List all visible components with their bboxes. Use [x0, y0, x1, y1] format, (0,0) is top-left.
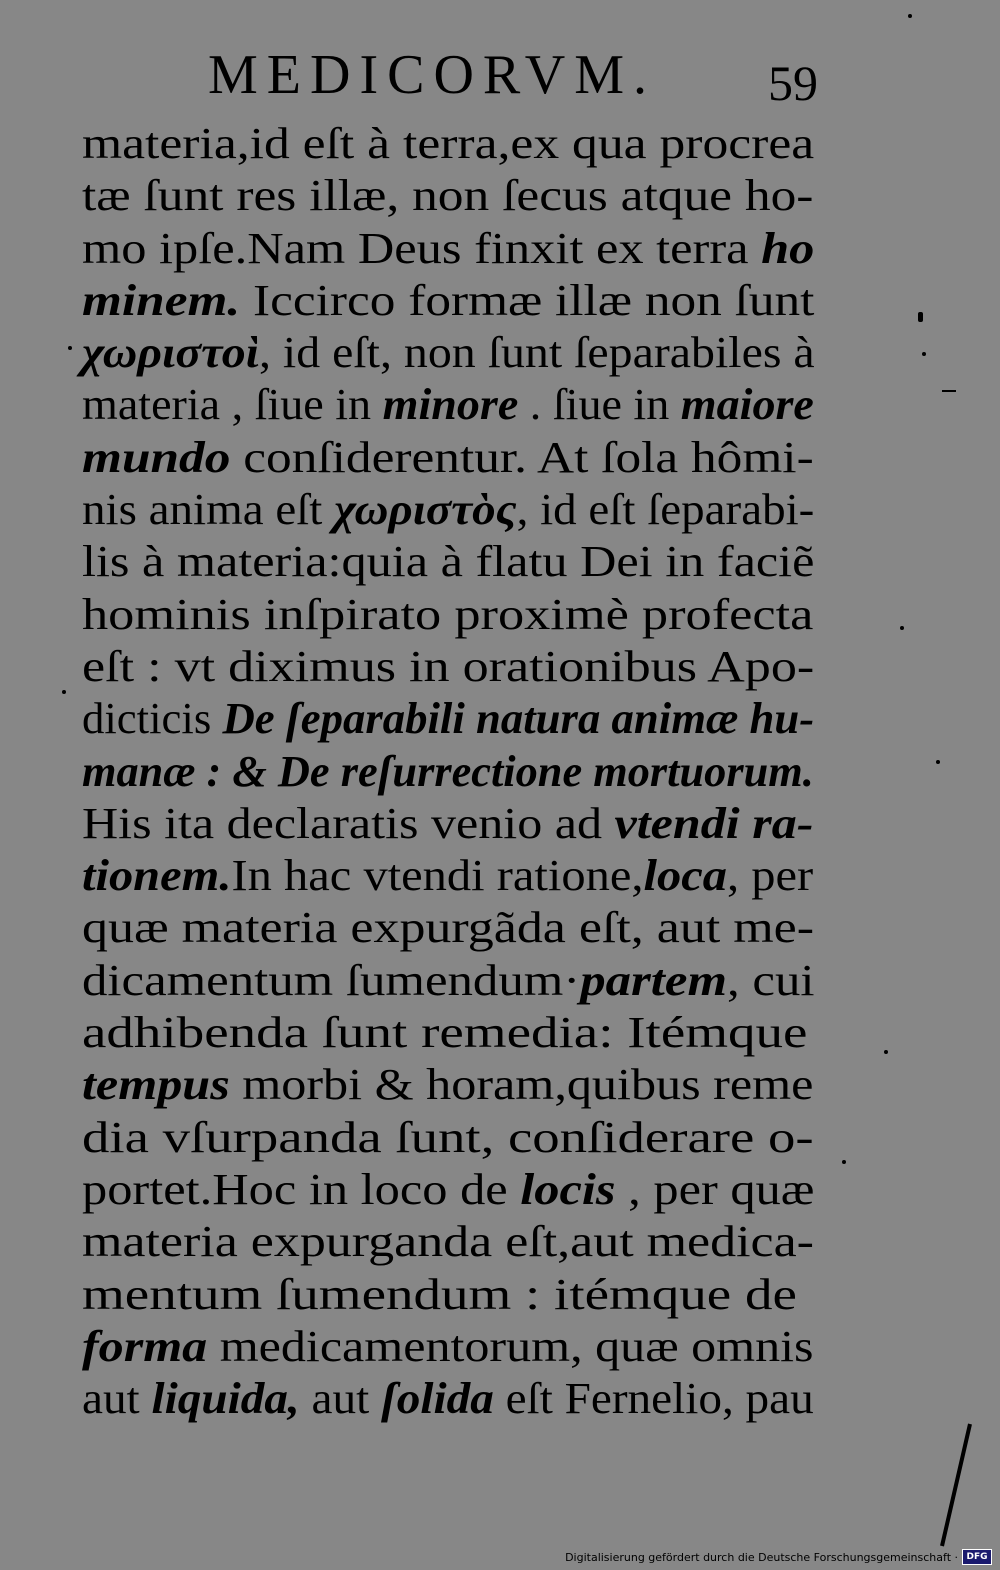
text-line-content: [82, 641, 814, 693]
stray-ink-dash: [942, 390, 956, 392]
body-text: [82, 118, 814, 1425]
text-run: materia,id eſt à terra,ex qua procrea: [82, 119, 815, 168]
italic-text-run: ſolida: [381, 1374, 494, 1424]
text-line-content: [82, 536, 814, 588]
text-line: [82, 118, 814, 170]
italic-text-run: minem.: [82, 275, 241, 325]
text-run: , cui: [727, 955, 815, 1005]
italic-text-run: tionem.: [82, 851, 232, 901]
text-line: [82, 955, 814, 1007]
stray-ink-dot: [884, 1050, 888, 1054]
page-edge-stroke: [936, 1420, 976, 1550]
text-run: . ſiue in: [518, 380, 681, 430]
text-line-content: [82, 693, 814, 745]
text-run: adhibenda ſunt remedia: Itémque: [82, 1008, 808, 1058]
text-line: [82, 902, 814, 954]
stray-ink-dot: [908, 14, 912, 18]
text-line: [82, 1216, 814, 1268]
italic-text-run: locis: [520, 1164, 616, 1214]
text-run: eſt Fernelio, pau: [493, 1374, 814, 1424]
italic-text-run: ho: [761, 223, 815, 273]
text-run: dia vſurpanda ſunt, conſiderare o-: [82, 1112, 814, 1162]
text-line: [82, 746, 814, 798]
text-line: [82, 1373, 814, 1425]
text-line: [82, 589, 814, 641]
text-line-content: [82, 1007, 807, 1059]
text-line: [82, 641, 814, 693]
text-line: [82, 798, 814, 850]
text-line-content: [82, 1216, 814, 1268]
text-line-content: [82, 589, 813, 641]
text-line: [82, 170, 814, 222]
text-line-content: [82, 484, 814, 536]
text-line: [82, 379, 814, 431]
text-line: [82, 1059, 814, 1111]
stray-ink-dot: [62, 690, 66, 694]
text-line-content: [82, 850, 813, 902]
text-line: [82, 1321, 814, 1373]
italic-text-run: minore: [382, 380, 519, 430]
text-line-content: [82, 902, 814, 954]
text-run: nis anima eſt: [82, 485, 335, 535]
text-line: [82, 1112, 814, 1164]
italic-text-run: χωριστοὶ: [82, 328, 259, 378]
text-line-content: [82, 275, 814, 327]
text-run: His ita declaratis venio ad: [82, 798, 615, 848]
italic-text-run: mundo: [82, 432, 231, 482]
running-head: MEDICORVM.: [208, 44, 656, 106]
text-run: eſt : vt diximus in orationibus Apo-: [82, 641, 815, 691]
italic-text-run: manæ : & De reſurrectione mortuorum.: [82, 746, 814, 796]
text-line-content: [82, 118, 814, 170]
text-run: , id eſt, non ſunt ſeparabiles à: [258, 328, 815, 378]
text-line-content: [82, 223, 814, 275]
text-line-content: [82, 746, 814, 798]
italic-text-run: tempus: [82, 1060, 230, 1110]
text-line-content: [82, 1269, 797, 1321]
text-run: hominis inſpirato proximè profecta: [82, 589, 814, 639]
text-run: materia , ſiue in: [82, 380, 383, 430]
text-run: mo ipſe.Nam Deus finxit ex terra: [82, 223, 762, 273]
text-line-content: [82, 955, 815, 1007]
text-run: conſiderentur. At ſola hômi-: [230, 432, 814, 482]
text-run: In hac vtendi ratione,: [231, 851, 644, 901]
stray-ink-dot: [68, 346, 72, 350]
stray-ink-dot: [842, 1160, 846, 1164]
text-line: [82, 850, 814, 902]
text-line: [82, 327, 814, 379]
text-line: [82, 1269, 814, 1321]
text-line: [82, 484, 814, 536]
text-run: morbi & horam,quibus reme: [229, 1060, 814, 1110]
text-line: [82, 693, 814, 745]
text-run: lis à materia:quia à flatu Dei in faciẽ: [82, 537, 815, 587]
text-run: Iccirco formæ illæ non ſunt: [240, 275, 815, 325]
stray-ink-dot: [918, 312, 923, 322]
text-line-content: [82, 1321, 814, 1373]
italic-text-run: liquida,: [151, 1374, 300, 1424]
page-header: [200, 40, 840, 110]
text-line-content: [82, 1373, 814, 1425]
text-run: portet.Hoc in loco de: [82, 1164, 521, 1214]
stray-ink-dot: [922, 352, 926, 356]
text-run: medicamentorum, quæ omnis: [207, 1321, 814, 1371]
stray-ink-dot: [936, 760, 940, 764]
text-line-content: [82, 798, 813, 850]
text-line-content: [82, 1112, 814, 1164]
text-line-content: [82, 1164, 814, 1216]
text-run: , per: [727, 851, 814, 901]
stray-ink-dot: [900, 626, 904, 630]
text-line: [82, 1164, 814, 1216]
digitization-credit: Digitalisierung gefördert durch die Deutsche Forschungsgemeinschaft ·: [565, 1551, 958, 1564]
italic-text-run: maiore: [680, 380, 814, 430]
italic-text-run: χωριστὸς: [334, 485, 517, 535]
text-run: tæ ſunt res illæ, non ſecus atque ho-: [82, 171, 814, 221]
text-line: [82, 275, 814, 327]
italic-text-run: vtendi ra-: [614, 798, 814, 848]
text-run: aut: [82, 1374, 152, 1424]
text-line-content: [82, 1059, 813, 1111]
text-line: [82, 536, 814, 588]
text-line-content: [82, 170, 813, 222]
text-run: , id eſt ſeparabi-: [516, 485, 815, 535]
text-line-content: [82, 327, 815, 379]
text-line: [82, 223, 814, 275]
text-run: materia expurganda eſt,aut medica-: [82, 1217, 814, 1267]
italic-text-run: loca: [643, 851, 728, 901]
text-line-content: [82, 432, 814, 484]
italic-text-run: forma: [82, 1321, 208, 1371]
text-run: mentum ſumendum : itémque de: [82, 1269, 797, 1319]
text-line-content: [82, 379, 814, 431]
page-number: 59: [768, 55, 818, 111]
dfg-logo: DFG: [962, 1549, 992, 1565]
text-line: [82, 1007, 814, 1059]
text-run: quæ materia expurgãda eſt, aut me-: [82, 903, 815, 953]
text-run: dicamentum ſumendum·: [82, 955, 581, 1005]
italic-text-run: De ſeparabili natura animæ hu-: [222, 694, 815, 744]
text-run: dicticis: [82, 694, 223, 744]
text-run: aut: [299, 1374, 382, 1424]
text-line: [82, 432, 814, 484]
text-run: , per quæ: [615, 1164, 815, 1214]
italic-text-run: partem: [580, 955, 728, 1005]
